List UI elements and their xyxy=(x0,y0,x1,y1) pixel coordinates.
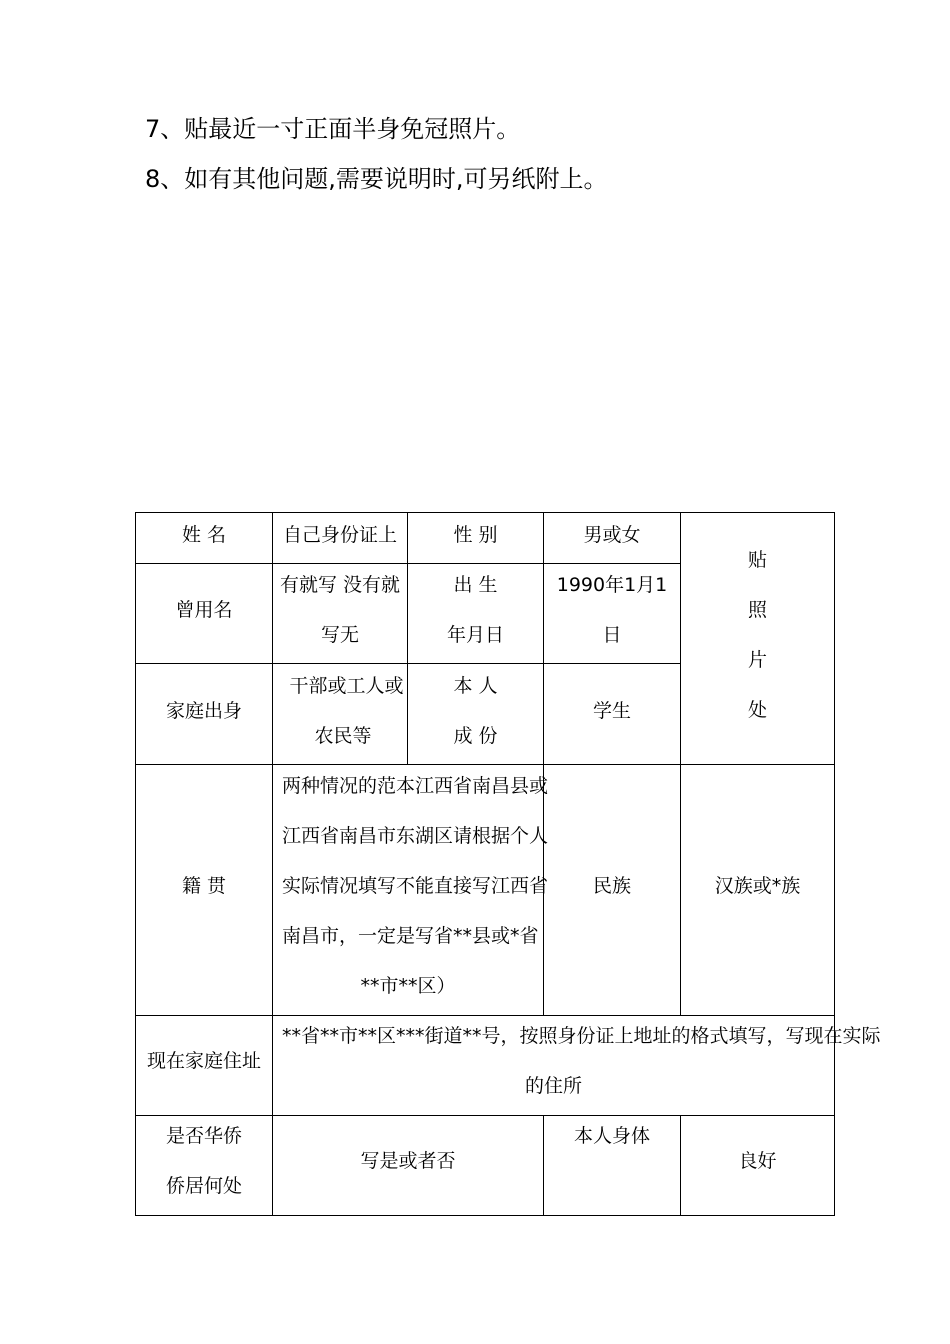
status-label-line-1: 本 人 xyxy=(453,675,498,697)
overseas-label-line-1: 是否华侨 xyxy=(165,1125,242,1147)
name-label: 姓 名 xyxy=(181,524,227,546)
address-value-line-2: 的住所 xyxy=(524,1075,582,1097)
gender-value: 男或女 xyxy=(583,524,641,546)
health-value: 良好 xyxy=(738,1150,777,1172)
address-value-line-1: **省**市**区***街道**号，按照身份证上地址的格式填写，写现在实际 xyxy=(282,1025,881,1047)
status-value: 学生 xyxy=(592,700,631,722)
birth-label-line-1: 出 生 xyxy=(453,574,498,596)
native-place-label: 籍 贯 xyxy=(181,875,227,897)
birth-value-line-2: 日 xyxy=(602,624,622,646)
native-place-value-line-1: 两种情况的范本江西省南昌县或 xyxy=(282,775,549,797)
instruction-7: 7、贴最近一寸正面半身免冠照片。 xyxy=(145,115,521,143)
address-label: 现在家庭住址 xyxy=(146,1050,261,1072)
photo-placeholder-line-1: 贴 xyxy=(747,549,767,571)
photo-placeholder-line-4: 处 xyxy=(747,699,767,721)
instruction-8: 8、如有其他问题,需要说明时,可另纸附上。 xyxy=(145,165,608,193)
native-place-value-line-2: 江西省南昌市东湖区请根据个人 xyxy=(282,825,549,847)
family-origin-value-line-2: 农民等 xyxy=(314,725,372,747)
photo-placeholder-line-3: 片 xyxy=(747,649,767,671)
overseas-value: 写是或者否 xyxy=(360,1150,456,1172)
former-name-value-line-2: 写无 xyxy=(320,624,359,646)
birth-label-line-2: 年月日 xyxy=(446,624,504,646)
status-label-line-2: 成 份 xyxy=(453,725,498,747)
family-origin-label: 家庭出身 xyxy=(165,700,242,722)
ethnicity-value: 汉族或*族 xyxy=(714,875,801,897)
photo-placeholder-line-2: 照 xyxy=(747,599,767,621)
gender-label: 性 别 xyxy=(453,524,498,546)
ethnicity-label: 民族 xyxy=(592,875,631,897)
birth-value-line-1: 1990年1月1 xyxy=(556,574,668,596)
name-value: 自己身份证上 xyxy=(282,524,397,546)
overseas-label-line-2: 侨居何处 xyxy=(165,1175,242,1197)
native-place-value-line-3: 实际情况填写不能直接写江西省 xyxy=(282,875,549,897)
former-name-label: 曾用名 xyxy=(175,599,233,621)
health-label: 本人身体 xyxy=(573,1125,650,1147)
former-name-value-line-1: 有就写 没有就 xyxy=(279,574,401,596)
native-place-value-line-5: **市**区） xyxy=(360,975,456,997)
family-origin-value-line-1: 干部或工人或 xyxy=(289,675,404,697)
native-place-value-line-4: 南昌市，一定是写省**县或*省 xyxy=(282,925,539,947)
